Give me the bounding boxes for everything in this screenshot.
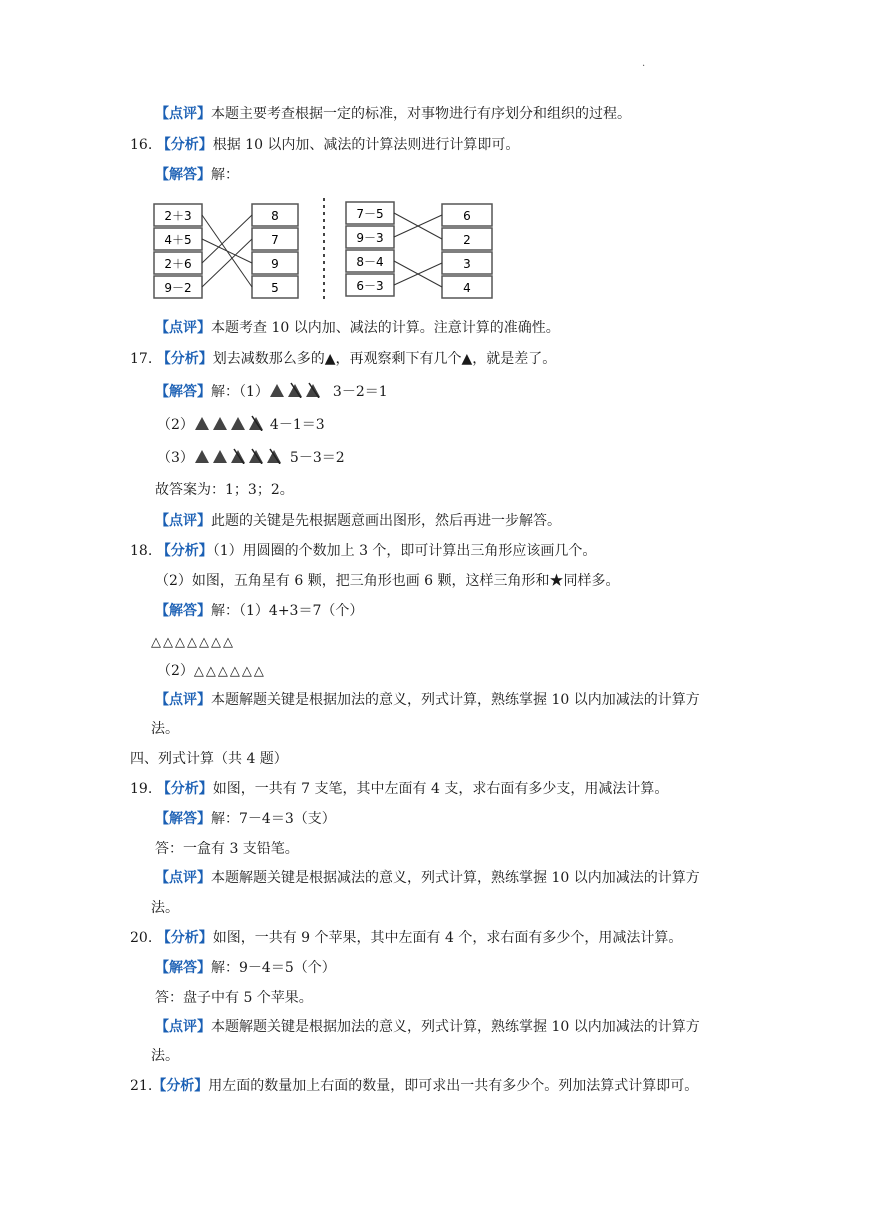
left-expr: 2＋6 — [164, 257, 192, 271]
part-label: （2） — [157, 663, 194, 679]
right-expr: 7－5 — [356, 207, 384, 221]
q16-analysis-line — [130, 135, 519, 155]
comment-text: 本题解题关键是根据加法的意义，列式计算，熟练掌握 10 以内加减法的计算方 — [211, 692, 700, 708]
question-number: 21. — [130, 1078, 153, 1094]
analysis-text: 如图，一共有 9 个苹果，其中左面有 4 个，求右面有多少个，用减法计算。 — [212, 930, 683, 946]
right-match-lines — [394, 213, 442, 287]
analysis-text: 用左面的数量加上右面的数量，即可求出一共有多少个。列加法算式计算即可。 — [208, 1078, 699, 1094]
comment-text: 本题主要考查根据一定的标准，对事物进行有序划分和组织的过程。 — [211, 106, 631, 122]
q21-analysis-line — [130, 1076, 698, 1096]
comment-tag: 【点评】 — [155, 513, 211, 529]
q20-comment-line2: 法。 — [151, 1048, 179, 1064]
analysis-text: 如图，一共有 7 支笔，其中左面有 4 支，求右面有多少支，用减法计算。 — [212, 781, 669, 797]
comment-text: 本题解题关键是根据加法的意义，列式计算，熟练掌握 10 以内加减法的计算方 — [211, 1019, 700, 1035]
right-expr: 6－3 — [356, 279, 384, 293]
matching-diagram — [150, 196, 500, 304]
q20-analysis-line — [130, 928, 682, 948]
left-expr: 2＋3 — [164, 209, 192, 223]
triangles-part2 — [194, 415, 270, 431]
comment-text: 本题解题关键是根据减法的意义，列式计算，熟练掌握 10 以内加减法的计算方 — [211, 870, 700, 886]
q18-analysis-line2: （2）如图，五角星有 6 颗，把三角形也画 6 颗，这样三角形和★同样多。 — [155, 573, 620, 589]
q18-comment-line2: 法。 — [151, 721, 179, 737]
q18-analysis-line — [130, 541, 596, 561]
left-expr: 4＋5 — [164, 233, 192, 247]
answer-tag: 【解答】 — [155, 960, 211, 976]
left-result: 9 — [271, 257, 279, 271]
right-result: 2 — [463, 233, 471, 247]
right-expr: 8－4 — [356, 255, 384, 269]
comment-tag: 【点评】 — [155, 870, 211, 886]
seven-triangles: △△△△△△△ — [151, 635, 235, 650]
equation: 3－2＝1 — [332, 384, 388, 400]
comment-text: 此题的关键是先根据题意画出图形，然后再进一步解答。 — [211, 513, 561, 529]
equation: 5－3＝2 — [289, 450, 345, 466]
right-result: 3 — [463, 257, 471, 271]
analysis-text: 划去减数那么多的▲，再观察剩下有几个▲，就是差了。 — [212, 351, 557, 367]
comment-tag: 【点评】 — [155, 320, 211, 336]
part-label: （2） — [157, 417, 194, 433]
analysis-text: 根据 10 以内加、减法的计算法则进行计算即可。 — [212, 137, 520, 153]
q20-reply: 答：盘子中有 5 个苹果。 — [155, 990, 313, 1006]
analysis-text: （1）用圆圈的个数加上 3 个，即可计算出三角形应该画几个。 — [212, 543, 597, 559]
q18-answer-line — [155, 601, 363, 621]
q16-answer-line — [155, 165, 239, 185]
question-number: 19. — [130, 781, 153, 797]
q17-analysis-line — [130, 349, 556, 369]
left-expr-boxes — [154, 204, 202, 298]
q19-analysis-line — [130, 779, 668, 799]
answer-text: 解： — [211, 167, 239, 183]
q17-part3-line — [157, 448, 345, 468]
q20-answer-line — [155, 958, 336, 978]
part-label: （3） — [157, 450, 194, 466]
left-expr: 9－2 — [164, 281, 192, 295]
q17-part1-line — [155, 382, 388, 402]
answer-text: 解：（1） — [211, 384, 269, 400]
equation: 4－1＝3 — [269, 417, 325, 433]
right-result: 4 — [463, 281, 471, 295]
answer-text: 解：9－4＝5（个） — [211, 960, 336, 976]
analysis-tag: 【分析】 — [156, 137, 213, 153]
right-expr-boxes — [346, 202, 394, 296]
right-expr: 9－3 — [356, 231, 384, 245]
question-number: 18. — [130, 543, 153, 559]
q18-part2-line — [157, 661, 266, 682]
q18-comment-line — [155, 690, 700, 710]
section-heading: 四、列式计算（共 4 题） — [130, 751, 288, 767]
answer-tag: 【解答】 — [155, 384, 211, 400]
comment-text: 本题考查 10 以内加、减法的计算。注意计算的准确性。 — [211, 320, 560, 336]
left-result: 7 — [271, 233, 279, 247]
analysis-tag: 【分析】 — [156, 351, 213, 367]
answer-text: 解：（1）4+3＝7（个） — [211, 603, 364, 619]
answer-text: 解：7－4＝3（支） — [211, 811, 336, 827]
answer-tag: 【解答】 — [155, 811, 211, 827]
q19-comment-line — [155, 868, 700, 888]
question-number: 16. — [130, 137, 153, 153]
q19-reply: 答：一盒有 3 支铅笔。 — [155, 841, 299, 857]
right-result-boxes — [442, 204, 492, 298]
q17-comment-line — [155, 511, 561, 531]
q16-comment-line — [155, 318, 560, 338]
left-result-boxes — [252, 204, 298, 298]
comment-tag: 【点评】 — [155, 106, 211, 122]
page-mark: . — [642, 58, 646, 69]
q20-comment-line — [155, 1017, 700, 1037]
right-result: 6 — [463, 209, 471, 223]
q17-part2-line — [157, 415, 325, 435]
q17-final-answer: 故答案为：1；3；2。 — [155, 482, 294, 498]
left-result: 8 — [271, 209, 279, 223]
comment-tag: 【点评】 — [155, 692, 211, 708]
analysis-tag: 【分析】 — [156, 930, 213, 946]
six-triangles: △△△△△△ — [193, 664, 266, 679]
q19-comment-line2: 法。 — [151, 900, 179, 916]
q19-answer-line — [155, 809, 336, 829]
analysis-tag: 【分析】 — [152, 1078, 209, 1094]
question-number: 20. — [130, 930, 153, 946]
question-number: 17. — [130, 351, 153, 367]
triangles-part1 — [269, 382, 333, 398]
comment-line — [155, 104, 631, 124]
left-result: 5 — [271, 281, 279, 295]
answer-tag: 【解答】 — [155, 603, 211, 619]
comment-tag: 【点评】 — [155, 1019, 211, 1035]
analysis-tag: 【分析】 — [156, 781, 213, 797]
triangles-part3 — [194, 448, 290, 464]
analysis-tag: 【分析】 — [156, 543, 213, 559]
answer-tag: 【解答】 — [155, 167, 211, 183]
left-match-lines — [202, 215, 252, 287]
